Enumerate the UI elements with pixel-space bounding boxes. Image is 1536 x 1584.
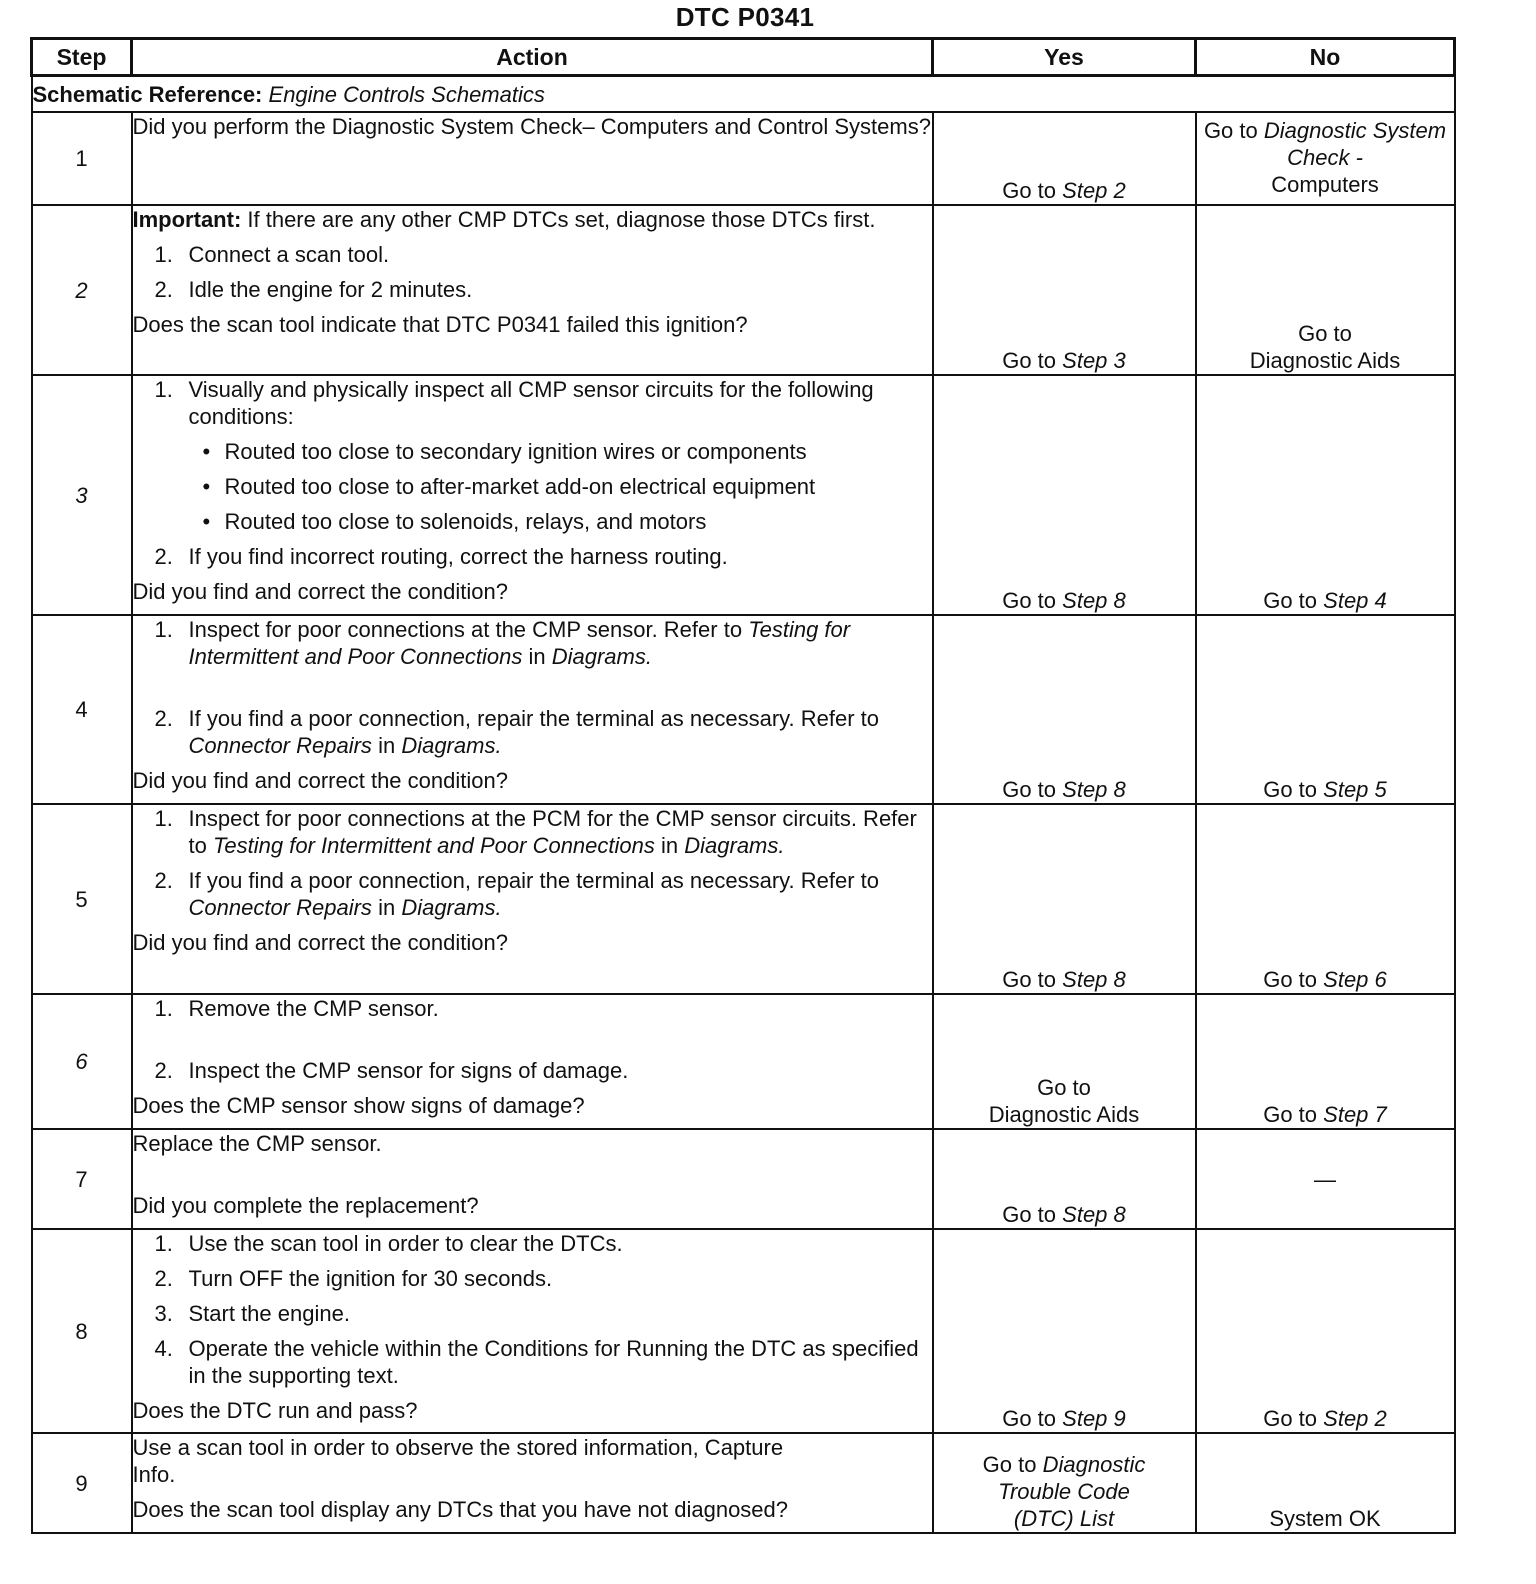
no-cell: Go to Step 2 — [1196, 1229, 1455, 1433]
table-row — [32, 1229, 1455, 1433]
no-cell: Go to Step 4 — [1196, 375, 1455, 615]
action-cell — [132, 804, 933, 994]
yes-cell: Go to Step 8 — [933, 804, 1196, 994]
action-cell: Use a scan tool in order to observe the stored information, Capture Info. Does the scan tool display any DTCs that you have not diagnosed? — [132, 1433, 933, 1533]
header-yes: Yes — [933, 39, 1196, 76]
yes-cell: Go to Diagnostic Trouble Code (DTC) List — [933, 1433, 1196, 1533]
action-cell — [132, 112, 933, 205]
no-cell: Go to Diagnostic System Check - Computers — [1196, 112, 1455, 205]
step-link: Step 8 — [1062, 777, 1126, 802]
yes-cell: Go to Step 9 — [933, 1229, 1196, 1433]
step-link: Step 8 — [1062, 588, 1126, 613]
table-row — [32, 1433, 1455, 1533]
step-number: 8 — [32, 1229, 132, 1433]
question: Did you find and correct the condition? — [132, 768, 508, 793]
diagnostic-table — [30, 37, 1456, 1534]
action-cell — [132, 1229, 933, 1433]
action-cell — [132, 205, 933, 375]
list-item: 2. If you find a poor connection, repair the terminal as necessary. Refer to Connector Repairs in Diagrams. — [154, 706, 880, 758]
step-link: Step 5 — [1323, 777, 1387, 802]
table-row — [32, 615, 1455, 804]
no-cell: Go to Step 6 — [1196, 804, 1455, 994]
step-link: Step 6 — [1323, 967, 1387, 992]
step-link: Step 3 — [1062, 348, 1126, 373]
reference-link: Diagnostic System Check - — [1263, 118, 1447, 170]
header-step: Step — [32, 39, 132, 76]
action-cell — [132, 375, 933, 615]
list-item: 2. If you find a poor connection, repair the terminal as necessary. Refer to Connector Repairs in Diagrams. — [154, 868, 880, 920]
page-title: DTC P0341 — [675, 2, 815, 32]
step-number: 2 — [32, 205, 132, 375]
step-link: Step 7 — [1323, 1102, 1387, 1127]
list-item: 2. Turn OFF the ignition for 30 seconds. — [154, 1266, 553, 1291]
yes-cell: Go to Step 8 — [933, 375, 1196, 615]
header-no: No — [1196, 39, 1455, 76]
no-cell: Go to Step 5 — [1196, 615, 1455, 804]
schematic-row — [32, 76, 1455, 113]
list-item: 1. Inspect for poor connections at the PCM for the CMP sensor circuits. Refer to Testing for Intermittent and Poor Connections in Diagrams. — [154, 806, 917, 858]
table-row — [32, 1129, 1455, 1229]
list-item: 2. Idle the engine for 2 minutes. — [154, 277, 473, 302]
yes-cell: Go to Step 8 — [933, 1129, 1196, 1229]
question: Does the DTC run and pass? — [132, 1398, 418, 1423]
no-cell: — — [1196, 1129, 1455, 1229]
step-number: 1 — [32, 112, 132, 205]
question: Did you perform the Diagnostic System Check– Computers and Control Systems? — [132, 114, 931, 139]
question: Does the scan tool indicate that DTC P0341 failed this ignition? — [132, 312, 748, 337]
list-item: 1. Inspect for poor connections at the CMP sensor. Refer to Testing for Intermittent and Poor Connections in Diagrams. — [154, 617, 851, 669]
step-link: Step 8 — [1062, 967, 1126, 992]
step-number: 7 — [32, 1129, 132, 1229]
action-cell: Replace the CMP sensor. Did you complete the replacement? — [132, 1129, 933, 1229]
yes-cell: Go to Step 2 — [933, 112, 1196, 205]
question: Did you find and correct the condition? — [132, 579, 508, 604]
bullet-item: • Routed too close to secondary ignition wires or components — [202, 439, 807, 464]
list-item: 1. Use the scan tool in order to clear the DTCs. — [154, 1231, 623, 1256]
no-cell: Go to Step 7 — [1196, 994, 1455, 1129]
step-number: 5 — [32, 804, 132, 994]
yes-cell: Go to Step 8 — [933, 615, 1196, 804]
question: Did you complete the replacement? — [132, 1193, 479, 1218]
step-number: 4 — [32, 615, 132, 804]
list-item: 4. Operate the vehicle within the Conditions for Running the DTC as specified in the supporting text. — [154, 1336, 919, 1388]
step-link: Step 2 — [1323, 1406, 1387, 1431]
list-item: 1. Visually and physically inspect all CMP sensor circuits for the following conditions: — [154, 377, 874, 429]
step-link: Step 9 — [1062, 1406, 1126, 1431]
bullet-item: • Routed too close to solenoids, relays, and motors — [202, 509, 707, 534]
schematic-label: Schematic Reference: — [32, 81, 263, 107]
list-item: 1. Connect a scan tool. — [154, 242, 390, 267]
question: Did you find and correct the condition? — [132, 930, 508, 955]
step-number: 9 — [32, 1433, 132, 1533]
question: Does the CMP sensor show signs of damage? — [132, 1093, 585, 1118]
yes-cell: Go to Diagnostic Aids — [933, 994, 1196, 1129]
header-row — [32, 39, 1455, 76]
bullet-item: • Routed too close to after-market add-on electrical equipment — [202, 474, 816, 499]
step-number: 6 — [32, 994, 132, 1129]
no-cell: Go to Diagnostic Aids — [1196, 205, 1455, 375]
list-item: 2. Inspect the CMP sensor for signs of damage. — [154, 1058, 629, 1083]
list-item: 1. Remove the CMP sensor. — [154, 996, 439, 1021]
table-row — [32, 205, 1455, 375]
schematic-value: Engine Controls Schematics — [268, 81, 545, 107]
important-note: Important: If there are any other CMP DTCs set, diagnose those DTCs first. — [132, 207, 876, 232]
table-row — [32, 804, 1455, 994]
header-action: Action — [132, 39, 933, 76]
table-row — [32, 375, 1455, 615]
step-link: Step 8 — [1062, 1202, 1126, 1227]
step-link: Step 2 — [1062, 178, 1126, 203]
reference-link: Diagnostic Trouble Code (DTC) List — [998, 1452, 1146, 1531]
table-row — [32, 112, 1455, 205]
no-cell: System OK — [1196, 1433, 1455, 1533]
yes-cell: Go to Step 3 — [933, 205, 1196, 375]
step-link: Step 4 — [1323, 588, 1387, 613]
schematic-reference — [32, 76, 1455, 113]
list-item: 3. Start the engine. — [154, 1301, 350, 1326]
action-cell — [132, 615, 933, 804]
table-row — [32, 994, 1455, 1129]
action-cell — [132, 994, 933, 1129]
question: Does the scan tool display any DTCs that you have not diagnosed? — [132, 1497, 789, 1522]
list-item: 2. If you find incorrect routing, correct the harness routing. — [154, 544, 728, 569]
step-number: 3 — [32, 375, 132, 615]
